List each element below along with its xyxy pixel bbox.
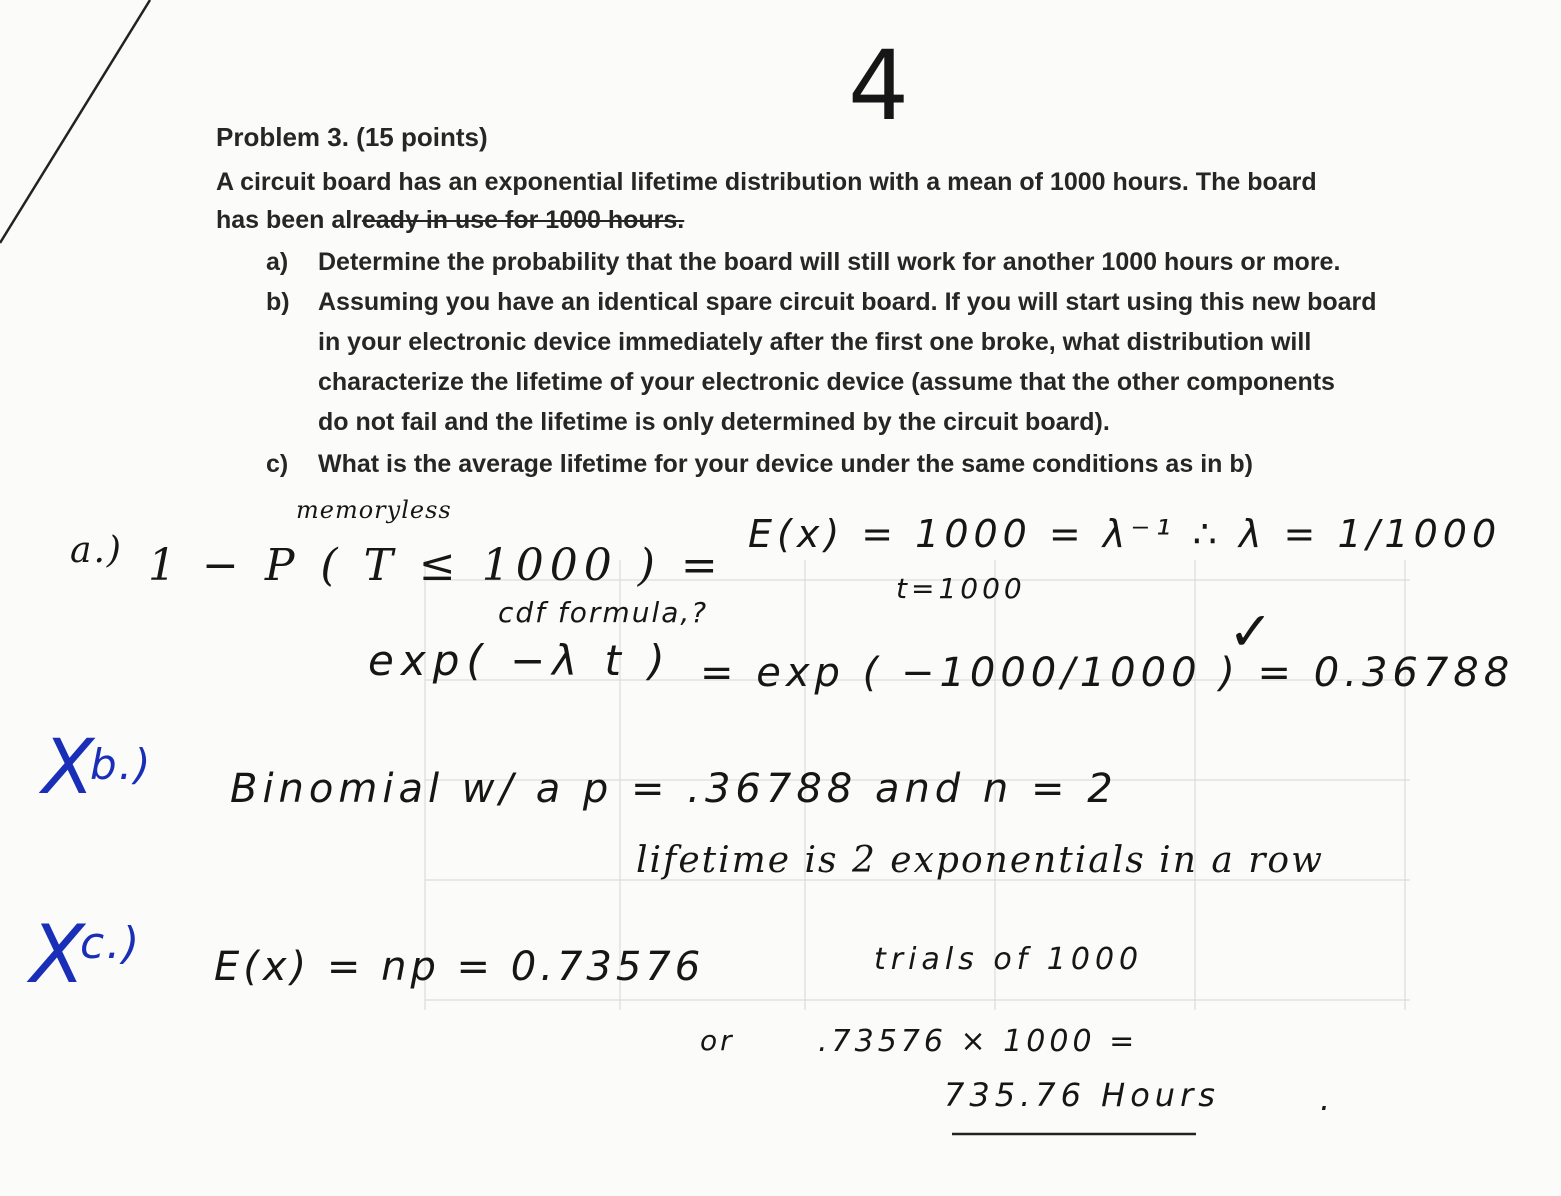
answer-a-expression: 1 − P ( T ≤ 1000 ) = xyxy=(148,540,724,591)
part-b-text-4: do not fail and the lifetime is only determined by the circuit board). xyxy=(318,408,1110,436)
answer-c-or: or xyxy=(700,1024,735,1057)
part-b-label: b) xyxy=(266,288,290,316)
corner-line xyxy=(0,0,160,250)
answer-c-final: 735.76 Hours xyxy=(944,1076,1220,1114)
score-mark: 4 xyxy=(848,30,910,142)
problem-statement-line-1: A circuit board has an exponential lifetime distribution with a mean of 1000 hours. The board xyxy=(216,168,1317,196)
problem-statement-line-2 xyxy=(216,206,684,235)
answer-b-x-mark: X xyxy=(42,722,95,811)
part-b-text-3: characterize the lifetime of your electronic device (assume that the other components xyxy=(318,368,1335,396)
note-memoryless: memoryless xyxy=(296,496,452,524)
note-cdf-formula: cdf formula,? xyxy=(498,596,709,629)
statement-start: has been alr xyxy=(216,206,362,234)
answer-a-result: = exp ( −1000/1000 ) = 0.36788 xyxy=(700,650,1515,696)
answer-b-label: b.) xyxy=(90,740,153,789)
answer-c-label: c.) xyxy=(80,918,142,969)
answer-a-mean: E(x) = 1000 = λ⁻¹ ∴ λ = 1/1000 xyxy=(748,512,1502,556)
part-b-text-1: Assuming you have an identical spare circuit board. If you will start using this new board xyxy=(318,288,1377,316)
part-c-text: What is the average lifetime for your device under the same conditions as in b) xyxy=(318,450,1253,478)
part-a-label: a) xyxy=(266,248,289,276)
answer-b-note: lifetime is 2 exponentials in a row xyxy=(636,840,1324,881)
part-c-label: c) xyxy=(266,450,289,478)
checkmark: ✓ xyxy=(1228,600,1274,663)
statement-struck-text: eady in use for 1000 hours. xyxy=(361,206,685,234)
answer-a-exp: exp( −λ t ) xyxy=(368,636,672,685)
answer-c-period: . xyxy=(1320,1080,1331,1118)
answer-c-x-mark: X xyxy=(30,908,85,1001)
final-underline xyxy=(950,1126,1200,1140)
answer-a-label: a.) xyxy=(70,530,123,571)
answer-a-t: t=1000 xyxy=(896,572,1026,605)
answer-c-expression: E(x) = np = 0.73576 xyxy=(214,944,705,990)
answer-b-text: Binomial w/ a p = .36788 and n = 2 xyxy=(230,766,1118,812)
part-b-text-2: in your electronic device immediately after the first one broke, what distribution will xyxy=(318,328,1312,356)
part-a-text: Determine the probability that the board will still work for another 1000 hours or more. xyxy=(318,248,1341,276)
problem-title: Problem 3. (15 points) xyxy=(216,122,488,152)
answer-c-product: .73576 × 1000 = xyxy=(818,1024,1139,1059)
answer-c-trials: trials of 1000 xyxy=(874,942,1144,977)
